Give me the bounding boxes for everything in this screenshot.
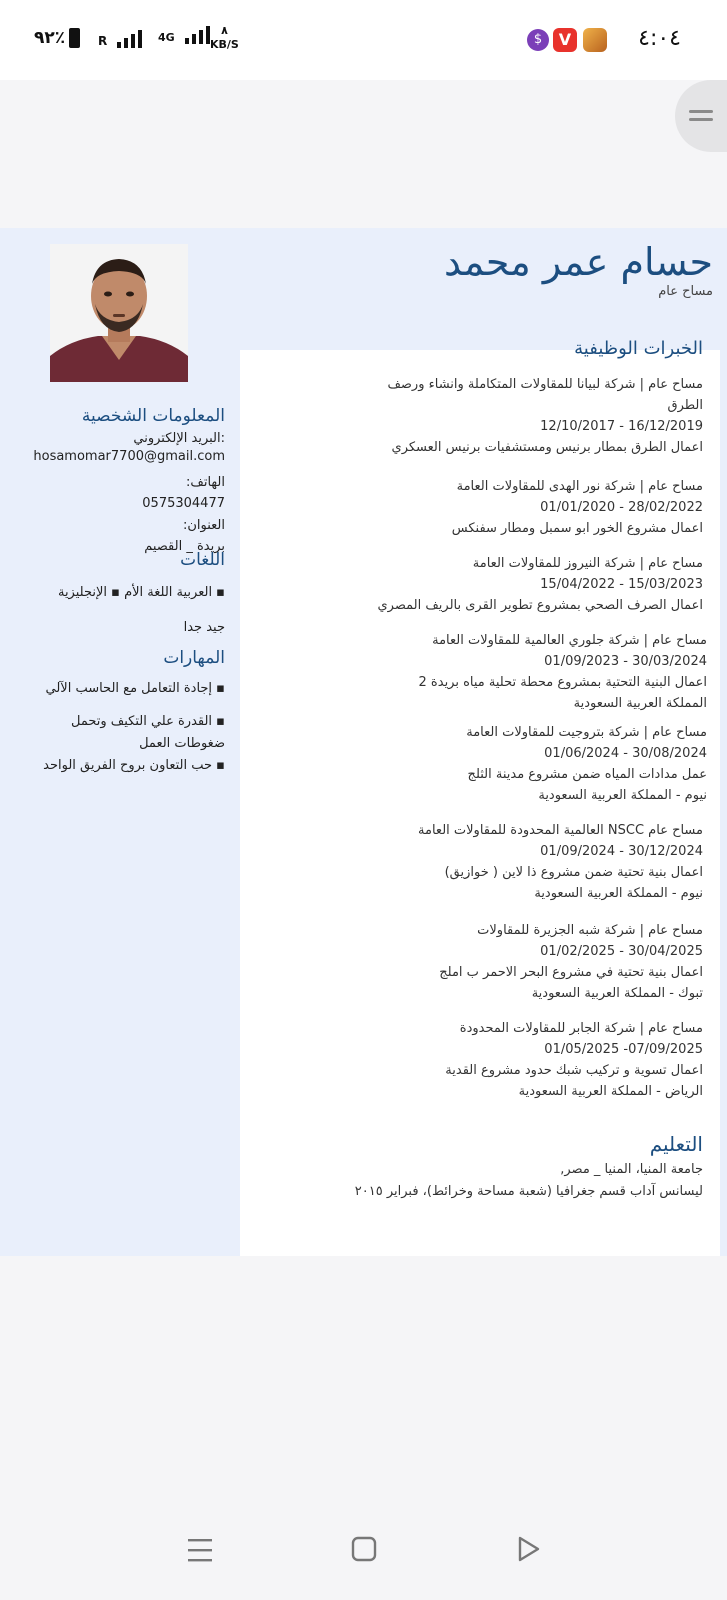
address-value: بريدة _ القصيم: [144, 539, 225, 554]
education-degree: ليسانس آداب قسم جغرافيا (شعبة مساحة وخرائط)، فبراير ٢٠١٥: [354, 1184, 703, 1199]
recent-apps-button[interactable]: [180, 1530, 220, 1570]
email-value[interactable]: hosamomar7700@gmail.com: [33, 449, 225, 464]
home-icon: [344, 1530, 384, 1570]
network-type: 4G: [158, 31, 175, 44]
menu-button[interactable]: [675, 80, 727, 152]
clock: ٤:٠٤: [638, 26, 681, 51]
languages-list: ▪ العربية اللغة الأم ▪ الإنجليزية: [57, 585, 225, 600]
vivaldi-icon: V: [553, 28, 577, 52]
job-dates: 30/12/2024 - 01/09/2024: [540, 844, 703, 859]
signal-bars-icon: [117, 30, 145, 48]
job-dates: 30/04/2025 - 01/02/2025: [540, 944, 703, 959]
job-line: اعمال مشروع الخور ابو سمبل ومطار سفنكس: [451, 521, 703, 536]
job-entry: [243, 820, 703, 904]
cv-document[interactable]: [0, 228, 727, 1256]
candidate-name: حسام عمر محمد: [443, 240, 713, 284]
job-line: مساح عام | شركة شبه الجزيرة للمقاولات: [477, 923, 703, 938]
hamburger-icon: [689, 110, 713, 113]
skills-heading: المهارات: [163, 648, 225, 668]
job-line: تبوك - المملكة العربية السعودية: [531, 986, 703, 1001]
network-indicator: [158, 26, 213, 44]
job-dates: 16/12/2019 - 12/10/2017: [540, 419, 703, 434]
email-label: :البريد الإلكتروني: [133, 431, 225, 446]
education-heading: التعليم: [649, 1132, 703, 1156]
recent-apps-icon: [180, 1530, 220, 1570]
profile-photo: [50, 244, 188, 382]
skill-item: ضغوطات العمل: [139, 736, 225, 751]
battery-level: ٩٢٪: [34, 28, 66, 48]
job-line: مساح عام | شركة الجابر للمقاولات المحدودة: [459, 1021, 703, 1036]
job-line: المملكة العربية السعودية: [573, 696, 707, 711]
speed-value: ٨: [221, 24, 228, 37]
job-dates: 30/03/2024 - 01/09/2023: [544, 654, 707, 669]
messaging-icon: $: [527, 29, 549, 51]
languages-heading: اللغات: [180, 550, 225, 570]
job-entry: [247, 722, 707, 806]
job-line: مساح عام | شركة لبيانا للمقاولات المتكاملة وانشاء ورصف: [387, 377, 703, 392]
job-entry: [243, 920, 703, 1004]
job-entry: [243, 374, 703, 458]
job-entry: [243, 476, 703, 539]
job-dates: 28/02/2022 - 01/01/2020: [540, 500, 703, 515]
job-line: الرياض - المملكة العربية السعودية: [518, 1084, 703, 1099]
experience-heading: الخبرات الوظيفية: [574, 338, 703, 359]
job-line: مساح عام | شركة بتروجيت للمقاولات العامة: [466, 725, 707, 740]
job-line: نيوم - المملكة العربية السعودية: [534, 886, 703, 901]
job-entry: [247, 630, 707, 714]
job-dates: 30/08/2024 - 01/06/2024: [544, 746, 707, 761]
address-label: العنوان:: [182, 518, 225, 533]
job-line: اعمال بنية تحتية في مشروع البحر الاحمر ب املج: [439, 965, 703, 980]
phone-label: الهاتف:: [186, 475, 225, 490]
back-button[interactable]: [508, 1530, 548, 1570]
education-university: جامعة المنيا، المنيا _ مصر,: [560, 1162, 703, 1177]
profile-photo-image: [50, 244, 188, 382]
network-speed: [210, 24, 239, 52]
job-dates: 15/03/2023 - 15/04/2022: [540, 577, 703, 592]
job-line: مساح عام | شركة النيروز للمقاولات العامة: [472, 556, 703, 571]
back-icon: [508, 1530, 548, 1570]
job-title: مساح عام: [658, 284, 713, 299]
phone-value[interactable]: 0575304477: [142, 496, 225, 511]
speed-unit: KB/S: [210, 38, 239, 51]
job-line: الطرق: [667, 398, 703, 413]
hamburger-icon-line: [689, 118, 713, 121]
roaming-label: R: [98, 34, 108, 48]
job-line: اعمال الطرق بمطار برنيس ومستشفيات برنيس العسكري: [391, 440, 703, 455]
job-line: نيوم - المملكة العربية السعودية: [538, 788, 707, 803]
data-bars-icon: [185, 26, 213, 44]
job-entry: [243, 1018, 703, 1102]
job-entry: [243, 553, 703, 616]
battery-icon: [69, 28, 80, 48]
navigation-bar: [0, 1510, 727, 1600]
job-line: اعمال الصرف الصحي بمشروع تطوير القرى بالريف المصري: [377, 598, 703, 613]
home-button[interactable]: [344, 1530, 384, 1570]
status-bar: [0, 0, 727, 80]
skill-item: ▪ القدرة علي التكيف وتحمل: [70, 714, 225, 729]
skill-item: ▪ حب التعاون بروح الفريق الواحد: [43, 758, 225, 773]
job-line: مساح عام | شركة نور الهدى للمقاولات العامة: [456, 479, 703, 494]
skill-item: ▪ إجادة التعامل مع الحاسب الآلي: [45, 681, 225, 696]
job-line: عمل مدادات المياه ضمن مشروع مدينة الثلج: [467, 767, 707, 782]
battery-indicator: [34, 28, 80, 48]
job-line: اعمال تسوية و تركيب شبك حدود مشروع القدية: [445, 1063, 703, 1078]
personal-info-heading: المعلومات الشخصية: [81, 406, 225, 426]
job-line: اعمال البنية التحتية بمشروع محطة تحلية مياه بريدة 2: [418, 675, 707, 690]
game-icon: [583, 28, 607, 52]
signal-indicator: [98, 30, 145, 48]
job-line: مساح عام NSCC العالمية المحدودة للمقاولات العامة: [418, 823, 703, 838]
job-dates: 07/09/2025- 01/05/2025: [544, 1042, 703, 1057]
job-line: مساح عام | شركة جلوري العالمية للمقاولات العامة: [432, 633, 707, 648]
job-line: اعمال بنية تحتية ضمن مشروع ذا لاين ( خوازيق): [444, 865, 703, 880]
languages-level: جيد جدا: [183, 620, 225, 635]
